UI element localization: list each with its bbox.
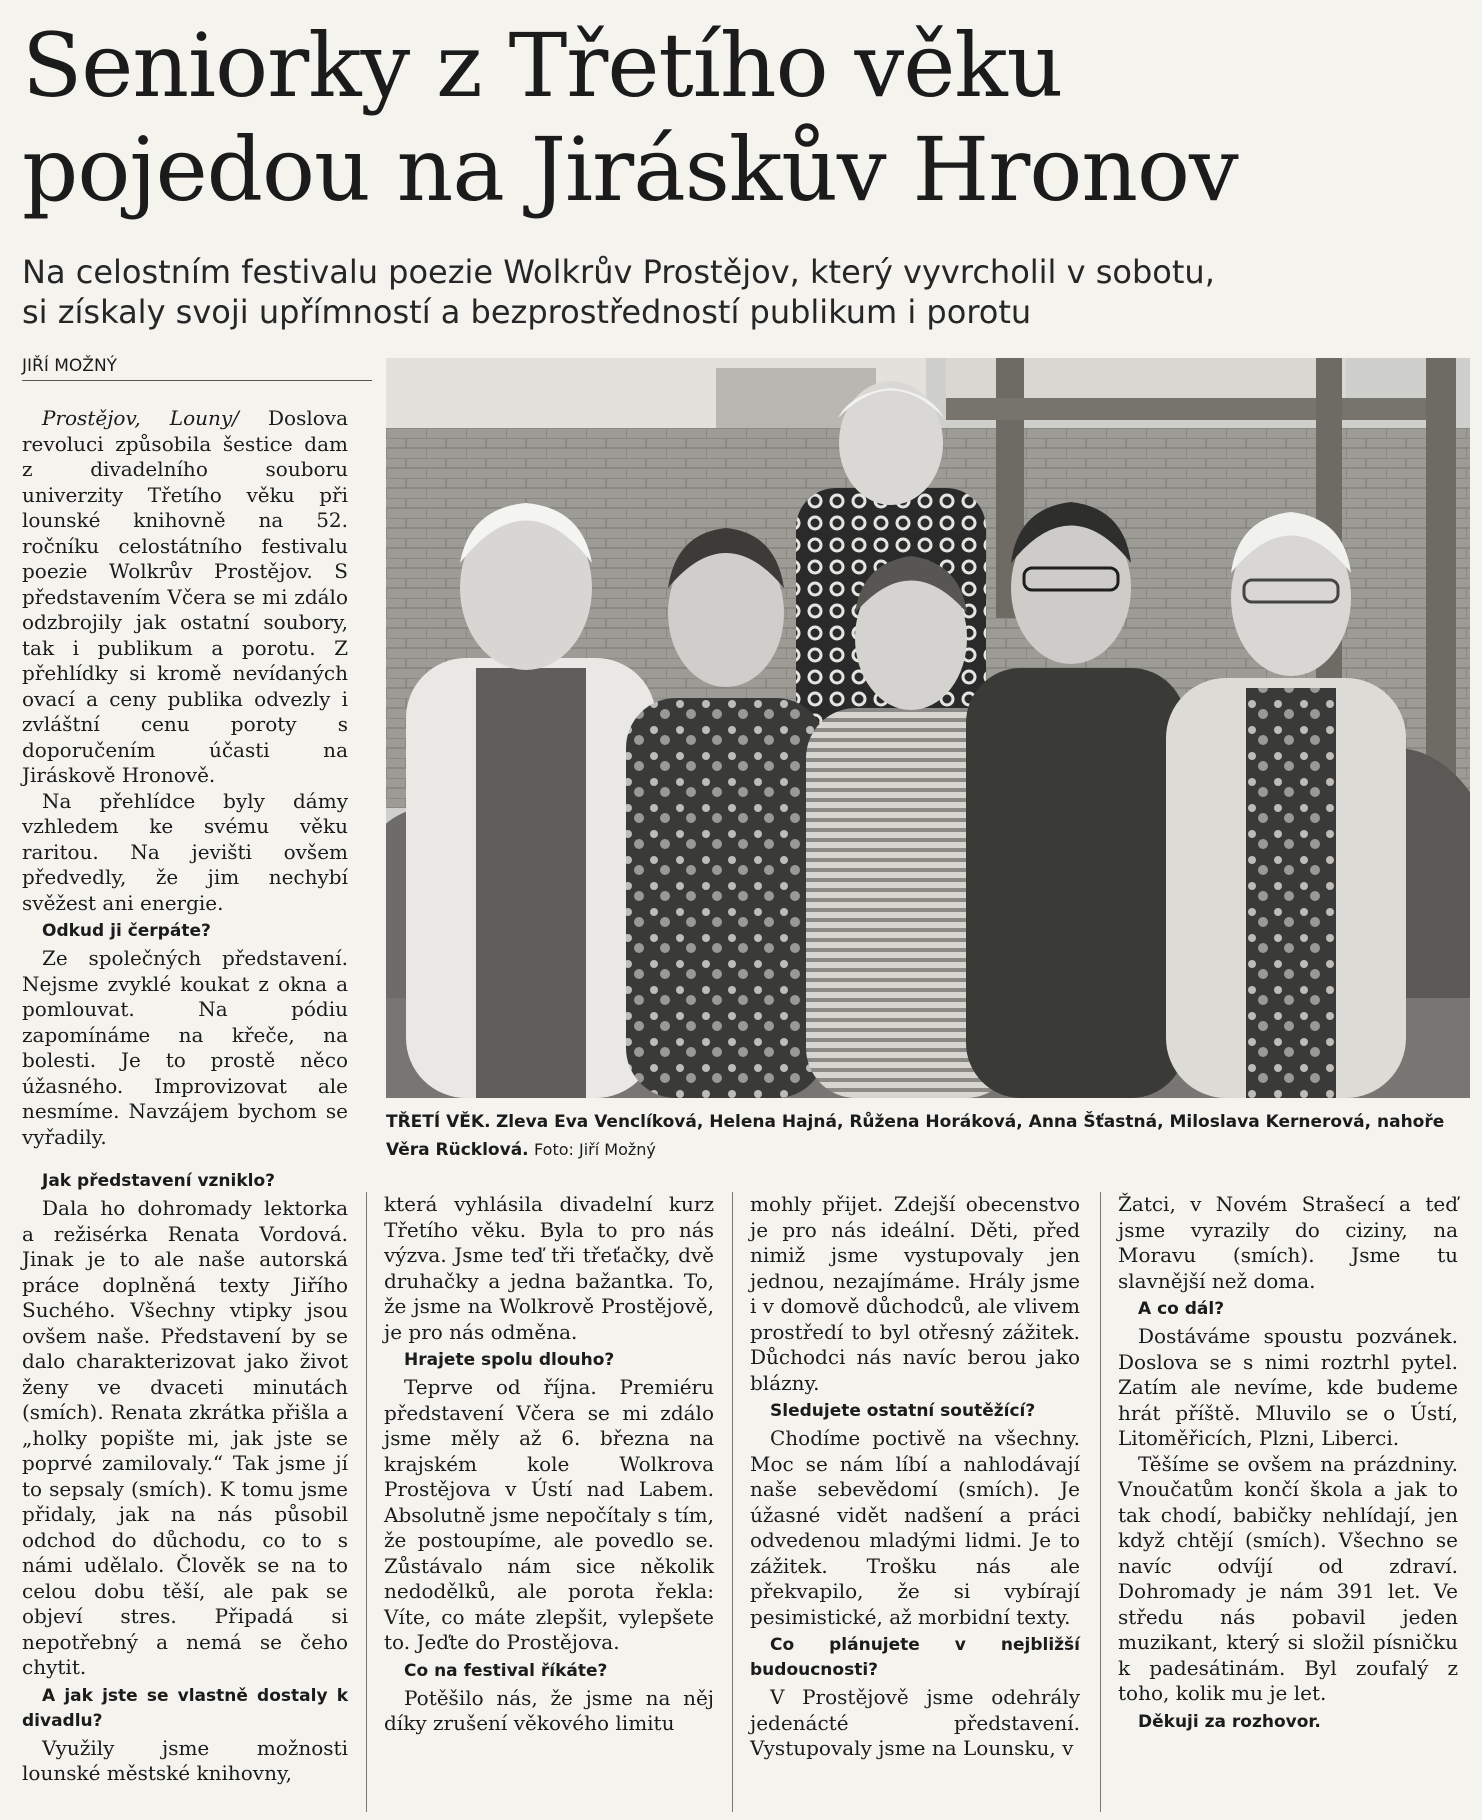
- subheadline-line-1: Na celostním festivalu poezie Wolkrův Prostějov, který vyvrcholil v sobotu,: [22, 253, 1215, 291]
- column-divider: [732, 1192, 733, 1812]
- answer: Teprve od října. Premiéru představení Včera se mi zdálo jsme měly až 6. března na krajském kole Wolkrova Prostějova v Ústí nad Labem. Absolutně jsme nepočítaly s tím, že postoupíme, ale povedlo se. Zůstávalo nám sice několik nedodělků, ale porota řekla: Víte, co máte zlepšit, vylepšete to. Jeďte do Prostějova.: [384, 1375, 714, 1654]
- question: Odkud ji čerpáte?: [42, 921, 211, 941]
- answer: Žatci, v Novém Strašecí a teď jsme vyrazily do ciziny, na Moravu (smích). Jsme tu slavnější než doma.: [1118, 1192, 1458, 1293]
- column-3: [750, 1192, 1080, 1762]
- answer: Chodíme poctivě na všechny. Moc se nám líbí a nahlodávají naše sebevědomí (smích). Je úžasné vidět nadšení a práci odvedenou mladými lidmi. Je to zážitek. Trošku nás ale překvapilo, že si vybírají pesimistické, až morbidní texty.: [750, 1426, 1080, 1629]
- answer: Potěšilo nás, že jsme na něj díky zrušení věkového limitu: [384, 1685, 714, 1735]
- answer: Dala ho dohromady lektorka a režisérka Renata Vordová. Jinak je to ale naše autorská práce doplněná texty Jiřího Suchého. Všechny vtipky jsou ovšem naše. Představení by se dalo charakterizovat jako život ženy ve dvaceti minutách (smích). Renata zkrátka přišla a „holky popište mi, jak jste se poprvé zamilovaly.“ Tak jsme jí to sepsaly (smích). K tomu jsme přidaly, jak na nás působil odchod do důchodu, co to s námi udělalo. Člověk se na to celou dobu těší, ale pak se objeví stres. Připadá si nepotřebný a nemá se čeho chytit.: [22, 1196, 348, 1679]
- question: Co plánujete v nejbližší budoucnosti?: [750, 1635, 1080, 1680]
- photo-caption: [386, 1108, 1470, 1164]
- answer: Ze společných představení. Nejsme zvyklé koukat z okna a pomlouvat. Na pódiu zapomínáme na křeče, na bolesti. Je to prostě něco úžasného. Improvizovat ale nesmíme. Navzájem bychom se vyřadily.: [22, 946, 348, 1149]
- column-divider: [366, 1192, 367, 1812]
- question: A co dál?: [1138, 1299, 1225, 1319]
- headline-line-2: pojedou na Jiráskův Hronov: [22, 118, 1238, 221]
- headline: [22, 14, 1462, 222]
- caption-label: TŘETÍ VĚK.: [386, 1112, 491, 1132]
- question: Sledujete ostatní soutěžící?: [770, 1401, 1036, 1421]
- question: Co na festival říkáte?: [404, 1660, 608, 1681]
- column-2: [384, 1192, 714, 1737]
- question: A jak jste se vlastně dostaly k divadlu?: [22, 1685, 348, 1731]
- answer: která vyhlásila divadelní kurz Třetího věku. Byla to pro nás výzva. Jsme teď tři třeťačky, dvě druhačky a jedna bažantka. To, že jsme na Wolkrově Prostějově, je pro nás odměna.: [384, 1192, 714, 1344]
- answer: V Prostějově jsme odehrály jedenácté představení. Vystupovaly jsme na Lounsku, v: [750, 1685, 1080, 1760]
- dateline: Prostějov, Louny/: [42, 406, 239, 430]
- subheadline-line-2: si získaly svoji upřímností a bezprostředností publikum i porotu: [22, 293, 1032, 331]
- paragraph: Na přehlídce byly dámy vzhledem ke svému věku raritou. Na jevišti ovšem předvedly, že jim nechybí svěžest ani energie.: [22, 788, 348, 915]
- photo-credit: Foto: Jiří Možný: [534, 1140, 656, 1159]
- lead-paragraph: [22, 406, 348, 789]
- group-photo: [386, 358, 1470, 1098]
- answer: Těšíme se ovšem na prázdniny. Vnoučatům končí škola a jak to tak chodí, babičky nehlídají, jen když chtějí (smích). Všechno se navíc odvíjí od zdraví. Dohromady je nám 391 let. Ve středu nás pobavil jeden muzikant, který si složil písničku k padesátinám. Byl zoufalý z toho, kolik mu je let.: [1118, 1451, 1458, 1705]
- column-1-bottom: [22, 1166, 348, 1787]
- closing-line: Děkuji za rozhovor.: [1138, 1711, 1321, 1732]
- column-1-top: [22, 406, 348, 1150]
- column-4: [1118, 1192, 1458, 1737]
- lead-text: Doslova revoluci způsobila šestice dam z divadelního souboru univerzity Třetího věku při lounské knihovně na 52. ročníku celostátního festivalu poezie Wolkrův Prostějov. S představením Včera se mi zdálo odzbrojily jak ostatní soubory, tak i publikum a porotu. Z přehlídky si kromě nevídaných ovací a ceny publika odvezly i zvláštní cenu poroty s doporučením účasti na Jiráskově Hronově.: [22, 406, 348, 787]
- headline-line-1: Seniorky z Třetího věku: [22, 14, 1063, 117]
- answer: Využily jsme možnosti lounské městské knihovny,: [22, 1735, 348, 1785]
- question: Hrajete spolu dlouho?: [404, 1350, 615, 1370]
- answer: Dostáváme spoustu pozvánek. Doslova se s nimi roztrhl pytel. Zatím ale nevíme, kde budeme hrát příště. Mluvilo se o Ústí, Litoměřicích, Plzni, Liberci.: [1118, 1324, 1458, 1450]
- answer: mohly přijet. Zdejší obecenstvo je pro nás ideální. Děti, před nimiž jsme vystupovaly jen jednou, nezajímáme. Hrály jsme i v domově důchodců, ale vlivem prostředí to byl otřesný zážitek. Důchodci nás navíc berou jako blázny.: [750, 1192, 1080, 1395]
- caption-text: Zleva Eva Venclíková, Helena Hajná, Růžena Horáková, Anna Šťastná, Miloslava Kernerová, nahoře Věra Rücklová.: [386, 1112, 1445, 1160]
- subheadline: [22, 252, 1462, 332]
- byline: JIŘÍ MOŽNÝ: [22, 356, 372, 381]
- column-divider: [1100, 1192, 1101, 1812]
- question: Jak představení vzniklo?: [42, 1171, 276, 1191]
